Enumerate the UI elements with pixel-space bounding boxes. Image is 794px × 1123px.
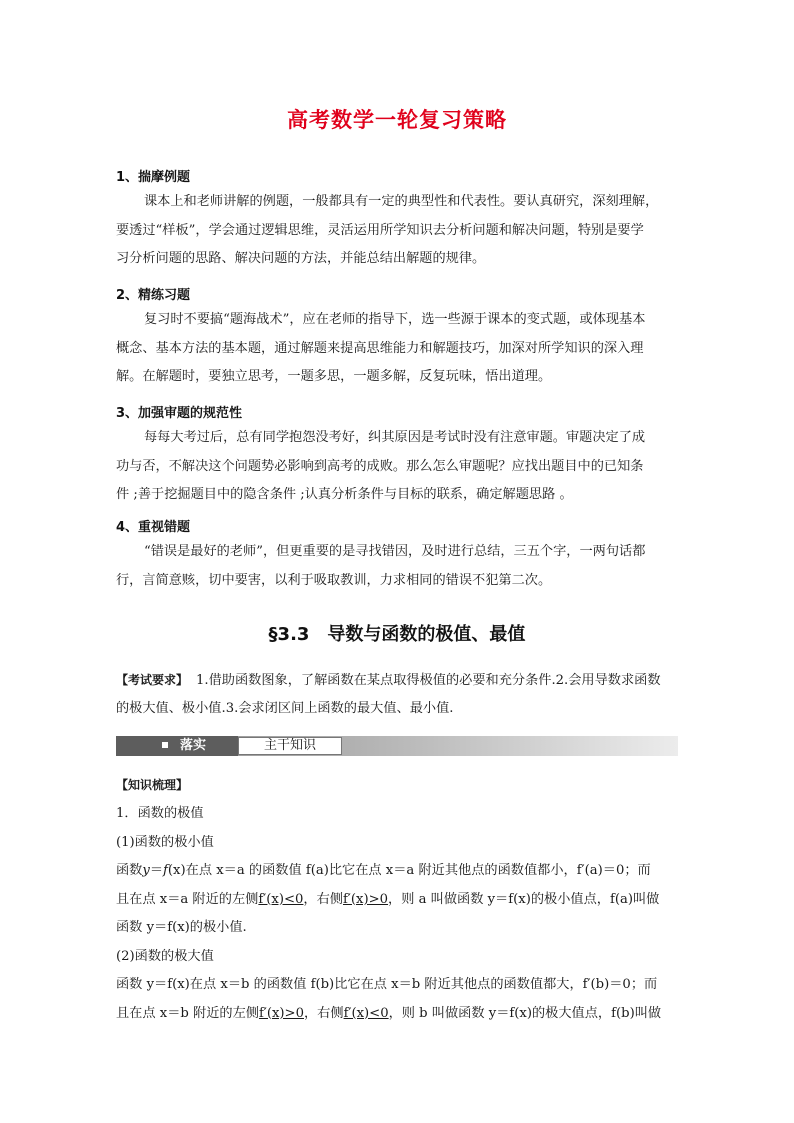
section-body-3	[116, 424, 678, 510]
body-line: 且在点 x＝b 附近的左侧f′(x)>0，右侧f′(x)<0，则 b 叫做函数 y＝f(x)的极大值点，f(b)叫做	[116, 1005, 662, 1021]
knowledge-sub-title: (2)函数的极大值	[116, 948, 214, 964]
section-heading-4: 4、重视错题	[116, 520, 191, 535]
section-banner	[116, 736, 678, 756]
chapter-title: §3.3 导数与函数的极值、最值	[268, 624, 526, 645]
section-heading-1: 1、揣摩例题	[116, 170, 191, 185]
knowledge-sub-title: (1)函数的极小值	[116, 834, 214, 850]
knowledge-item-title: 1．函数的极值	[116, 806, 204, 821]
banner-light-tab: 主干知识	[238, 737, 342, 755]
requirements-line: 的极大值、极小值.3.会求闭区间上函数的最大值、最小值.	[116, 701, 454, 716]
answer-blank: f′(x)>0	[258, 1005, 304, 1021]
body-line: 函数 y＝f(x)在点 x＝b 的函数值 f(b)比它在点 x＝b 附近其他点的函数值都大，f′(b)＝0；而	[116, 977, 658, 992]
exam-requirements	[116, 666, 678, 723]
knowledge-tag: 【知识梳理】	[116, 778, 189, 792]
requirements-line: 【考试要求】 1.借助函数图象，了解函数在某点取得极值的必要和充分条件.2.会用导数求函数	[116, 673, 661, 688]
requirements-tag: 【考试要求】	[116, 673, 189, 687]
answer-blank: f′(x)<0	[343, 1005, 389, 1021]
square-bullet-icon	[162, 742, 168, 748]
body-line: 函数 y＝f(x)的极小值.	[116, 920, 247, 935]
body-line: 行，言简意赅，切中要害，以利于吸取教训，力求相同的错误不犯第二次。	[116, 572, 552, 588]
body-line: 复习时不要搞“题海战术”，应在老师的指导下，选一些源于课本的变式题，或体现基本	[144, 312, 646, 327]
section-heading-2: 2、精练习题	[116, 288, 191, 303]
body-line: 习分析问题的思路、解决问题的方法，并能总结出解题的规律。	[116, 251, 486, 266]
body-line: 函数y＝f(x)在点 x＝a 的函数值 f(a)比它在点 x＝a 附近其他点的函数值都小，f′(a)＝0；而	[116, 863, 651, 878]
section-body-4	[116, 538, 678, 595]
body-line: 功与否，不解决这个问题势必影响到高考的成败。那么怎么审题呢？应找出题目中的已知条	[116, 458, 644, 474]
page-title: 高考数学一轮复习策略	[287, 108, 507, 132]
body-line: 解。在解题时，要独立思考，一题多思，一题多解，反复玩味，悟出道理。	[116, 369, 552, 384]
body-line: 概念、基本方法的基本题，通过解题来提高思维能力和解题技巧，加深对所学知识的深入理	[116, 340, 644, 356]
section-heading-3: 3、加强审题的规范性	[116, 406, 243, 421]
body-line: 每每大考过后，总有同学抱怨没考好，纠其原因是考试时没有注意审题。审题决定了成	[144, 430, 646, 445]
answer-blank: f′(x)<0	[258, 891, 304, 907]
body-line: 要透过“样板”，学会通过逻辑思维，灵活运用所学知识去分析问题和解决问题，特别是要学	[116, 222, 644, 238]
banner-dark-tab: 落实	[116, 736, 238, 756]
body-line: “错误是最好的老师”，但更重要的是寻找错因，及时进行总结，三五个字，一两句话都	[144, 544, 646, 559]
answer-blank: f′(x)>0	[342, 891, 389, 907]
knowledge-body	[116, 800, 678, 1028]
body-line: 且在点 x＝a 附近的左侧f′(x)<0，右侧f′(x)>0，则 a 叫做函数 y＝f(x)的极小值点，f(a)叫做	[116, 891, 660, 907]
section-body-2	[116, 306, 678, 392]
body-line: 课本上和老师讲解的例题，一般都具有一定的典型性和代表性。要认真研究，深刻理解，	[144, 194, 659, 209]
section-body-1	[116, 188, 678, 274]
body-line: 件 ;善于挖掘题目中的隐含条件 ;认真分析条件与目标的联系，确定解题思路 。	[116, 487, 573, 502]
